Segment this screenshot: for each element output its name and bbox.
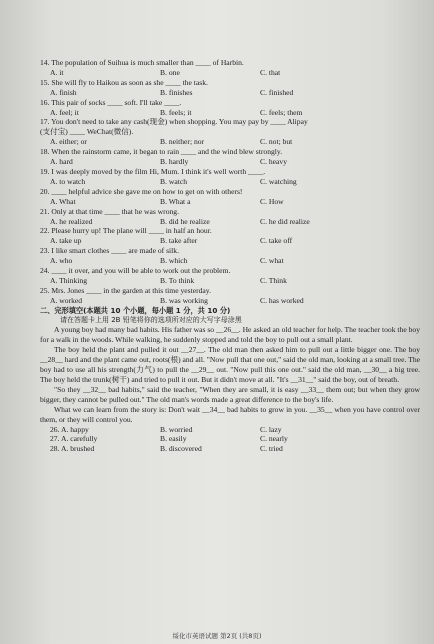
question-20 xyxy=(40,187,420,207)
question-25 xyxy=(40,286,420,306)
option-c: C. he did realize xyxy=(260,216,310,226)
question-stem: 14. The population of Suihua is much smaller than ____ of Harbin. xyxy=(40,58,244,67)
section-instruction: 请在答题卡上用 2B 铅笔将你的选项所对应的大写字母涂黑 xyxy=(60,315,242,324)
question-stem: 17. You don't need to take any cash(现金) when shopping. You may pay by ____ Alipay xyxy=(40,117,308,127)
option-a: A. he realized xyxy=(50,216,93,226)
question-stem: 15. She will fly to Haikou as soon as she ____ the task. xyxy=(40,77,208,87)
option-c: C. heavy xyxy=(260,157,287,167)
option-c: C. watching xyxy=(260,176,297,186)
option-a: A. who xyxy=(50,256,73,266)
option-a-text: A. carefully xyxy=(60,434,98,444)
question-stem: 25. Mrs. Jones ____ in the garden at this time yesterday. xyxy=(40,285,211,295)
question-stem: 20. ____ helpful advice she gave me on how to get on with others! xyxy=(40,186,243,196)
option-b: B. one xyxy=(160,67,180,77)
question-22 xyxy=(40,226,420,246)
question-stem: 24. ____ it over, and you will be able to work out the problem. xyxy=(40,266,231,276)
option-b: B. easily xyxy=(160,434,187,444)
question-21 xyxy=(40,207,420,227)
option-a xyxy=(40,425,160,435)
question-number: 27. xyxy=(50,434,60,444)
option-a: A. Thinking xyxy=(50,275,87,285)
option-c: C. How xyxy=(260,196,284,206)
option-b: B. neither; nor xyxy=(160,137,205,147)
option-c: C. that xyxy=(260,67,281,77)
question-stem: 23. I like smart clothes ____ are made of silk. xyxy=(40,246,179,256)
option-c: C. Think xyxy=(260,275,287,285)
option-a xyxy=(40,444,160,454)
option-a: A. finish xyxy=(50,87,77,97)
question-15 xyxy=(40,78,420,98)
option-b: B. worried xyxy=(160,424,193,434)
option-a-text: A. brushed xyxy=(60,444,95,454)
option-a: A. either; or xyxy=(50,137,87,147)
passage-paragraph: "So they __32__ bad habits," said the teacher, "When they are small, it is easy __33__ them out; but when they grow bigger, they cannot be pulled out." The old man's words made a great difference to the boy's life. xyxy=(40,384,420,404)
option-a: A. take up xyxy=(50,236,82,246)
question-24 xyxy=(40,266,420,286)
passage-paragraph: A young boy had many bad habits. His father was so __26__. He asked an old teacher for help. The teacher took the boy for a walk in the woods. While walking, he suddenly stopped and told the boy to pull out a small plant. xyxy=(40,325,420,345)
option-c: C. take off xyxy=(260,236,293,246)
option-c: C. lazy xyxy=(260,424,282,434)
question-stem: 18. When the rainstorm came, it began to rain ____ and the wind blew strongly. xyxy=(40,147,283,157)
option-b: B. discovered xyxy=(160,444,202,454)
option-c: C. nearly xyxy=(260,434,288,444)
cloze-option-row xyxy=(40,434,420,444)
option-a-text: A. happy xyxy=(60,424,89,434)
option-a: A. feel; it xyxy=(50,107,79,117)
question-stem: 22. Please hurry up! The plane will ____ in half an hour. xyxy=(40,226,212,236)
option-b: B. hardly xyxy=(160,157,189,167)
option-c: C. what xyxy=(260,256,284,266)
option-b: B. did he realize xyxy=(160,216,210,226)
option-a: A. worked xyxy=(50,295,83,305)
question-19 xyxy=(40,167,420,187)
question-number: 28. xyxy=(50,444,60,454)
option-a: A. it xyxy=(50,67,64,77)
passage-paragraph: The boy held the plant and pulled it out __27__. The old man then asked him to pull out a little bigger one. The boy __28__ hard and the plant came out, roots(根) and all. "Now pull that one out," said the old man, looking at a small tree. The boy had to use all his strength(力气) to pull the __29__ out. "Now pull this one out." said the old man, __30__ a big tree. The boy held the trunk(树干) and tried to pull it out. But it didn't move at all. "It's __31__" said the boy, out of breath. xyxy=(40,345,420,384)
question-stem: 21. Only at that time ____ that he was wrong. xyxy=(40,206,179,216)
question-23 xyxy=(40,246,420,266)
question-number: 26. xyxy=(50,424,60,434)
option-b: B. watch xyxy=(160,176,187,186)
section-title: 二、完形填空(本题共 10 个小题，每小题 1 分，共 10 分) xyxy=(40,305,231,315)
option-c: C. tried xyxy=(260,444,283,454)
option-b: B. take after xyxy=(160,236,198,246)
question-14 xyxy=(40,58,420,78)
option-b: B. What a xyxy=(160,196,191,206)
question-17 xyxy=(40,117,420,147)
option-c: C. feels; them xyxy=(260,107,303,117)
option-c: C. has worked xyxy=(260,295,304,305)
option-c: C. not; but xyxy=(260,137,293,147)
question-stem-cont: (支付宝) ____ WeChat(微信). xyxy=(40,127,134,137)
question-stem: 16. This pair of socks ____ soft. I'll take ____. xyxy=(40,97,182,107)
passage-paragraph: What we can learn from the story is: Don't wait __34__ bad habits to grow in you. __35__ when you have control over them, or they will control you. xyxy=(40,404,420,424)
option-a: A. hard xyxy=(50,157,73,167)
option-b: B. To think xyxy=(160,275,195,285)
question-16 xyxy=(40,98,420,118)
question-18 xyxy=(40,147,420,167)
page-footer: 绥化市英语试题 第2页 (共8页) xyxy=(172,632,262,640)
option-c: C. finished xyxy=(260,87,294,97)
option-b: B. feels; it xyxy=(160,107,192,117)
option-a: A. to watch xyxy=(50,176,86,186)
option-b: B. which xyxy=(160,256,188,266)
option-b: B. finishes xyxy=(160,87,193,97)
option-a: A. What xyxy=(50,196,76,206)
question-stem: 19. I was deeply moved by the film Hi, Mum. I think it's well worth ____. xyxy=(40,166,266,176)
cloze-option-row xyxy=(40,425,420,435)
option-b: B. was working xyxy=(160,295,208,305)
option-a xyxy=(40,434,160,444)
page-content xyxy=(40,58,420,454)
cloze-option-row xyxy=(40,444,420,454)
